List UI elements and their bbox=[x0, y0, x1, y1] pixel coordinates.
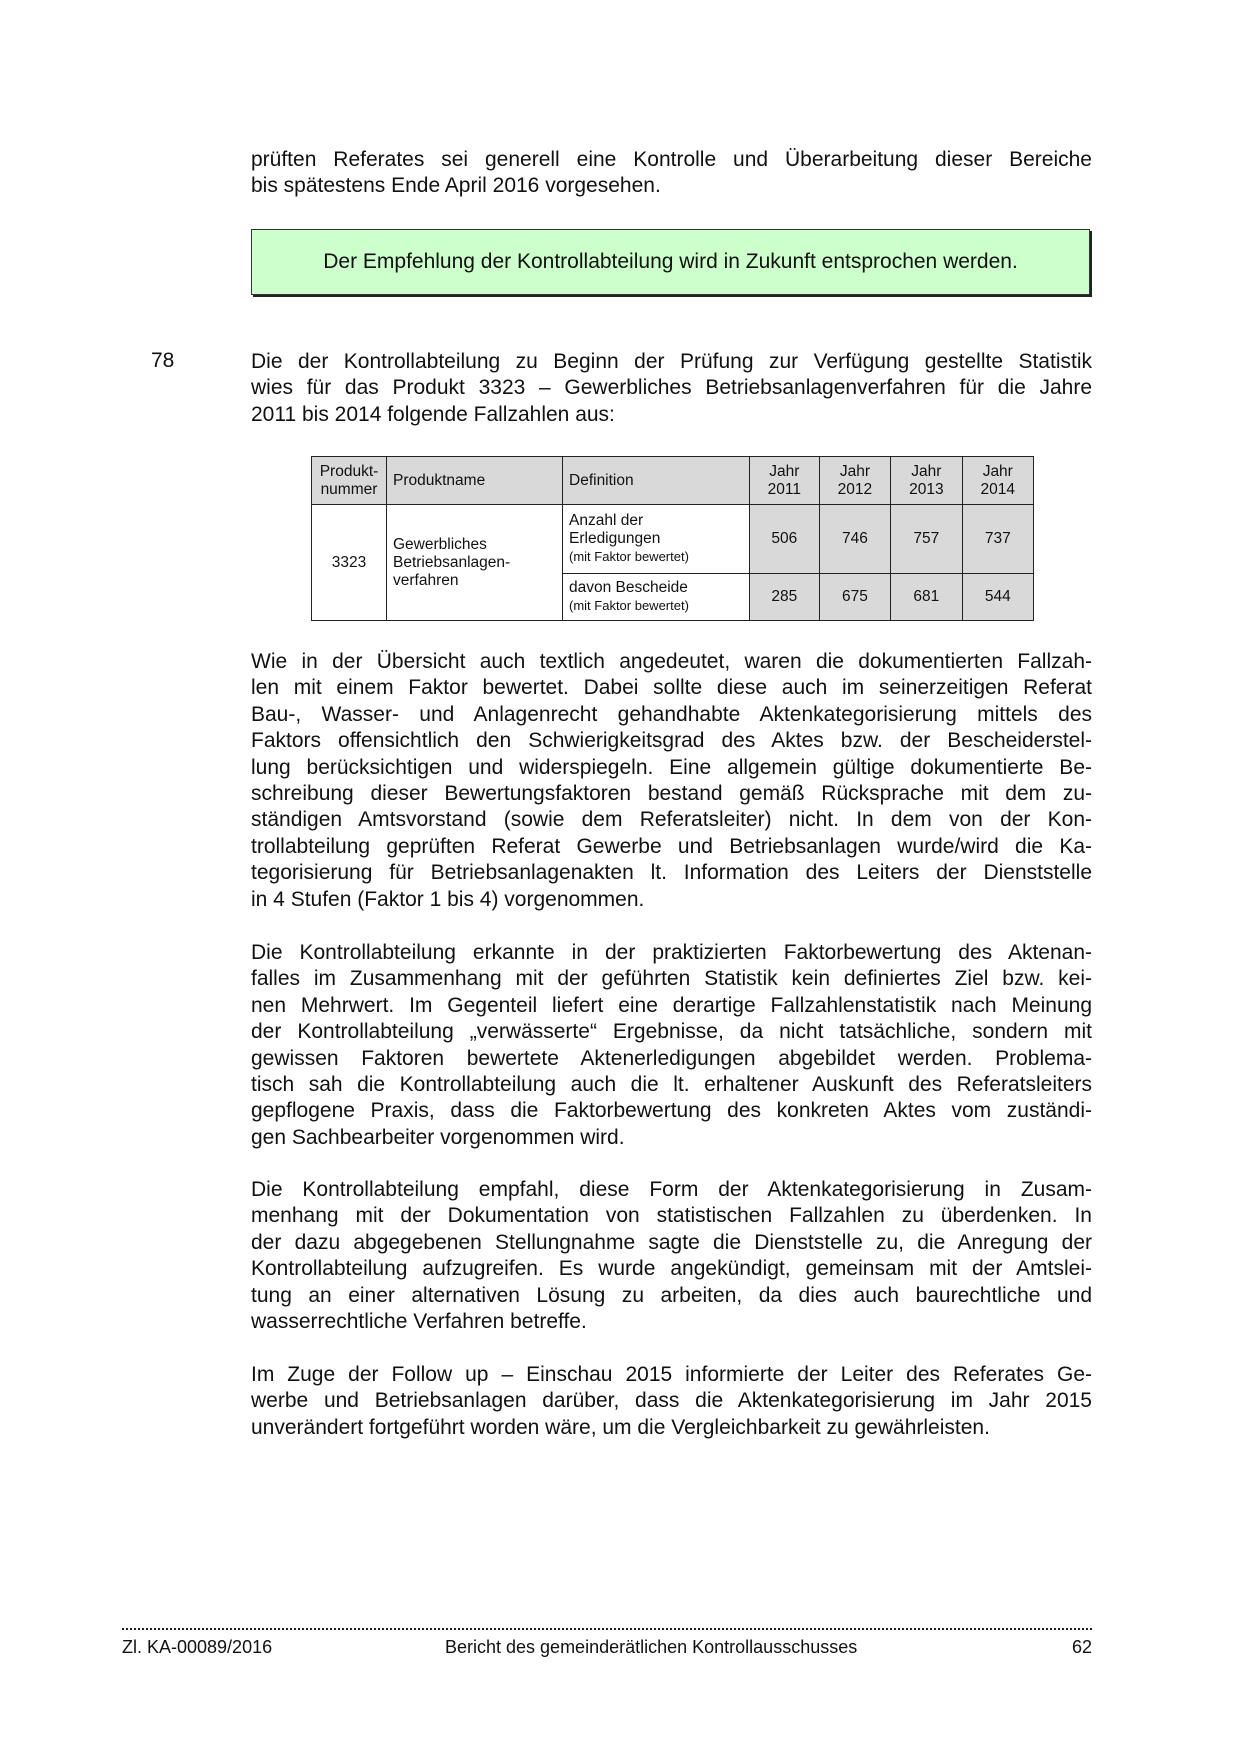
paragraph-intro bbox=[251, 147, 1092, 200]
definition-text: davon Bescheide bbox=[569, 579, 688, 596]
value-cell: 506 bbox=[750, 505, 820, 574]
text-line: Die Kontrollabteilung empfahl, diese Form der Aktenkategorisierung in Zusam- bbox=[251, 1178, 1092, 1201]
text-line: gepflogene Praxis, dass die Faktorbewertung des konkreten Aktes vom zuständi- bbox=[251, 1099, 1092, 1123]
text-line: unverändert fortgeführt worden wäre, um die Vergleichbarkeit zu gewährleisten. bbox=[251, 1415, 990, 1439]
text-line: gewissen Faktoren bewertete Aktenerledigungen abgebildet werden. Problema- bbox=[251, 1046, 1092, 1070]
text-line: trollabteilung geprüften Referat Gewerbe und Betriebsanlagen wurde/wird die Ka- bbox=[251, 834, 1092, 858]
text-line: bis spätestens Ende April 2016 vorgesehen. bbox=[251, 174, 661, 198]
statistics-table bbox=[311, 456, 1034, 621]
text-line: gen Sachbearbeiter vorgenommen wird. bbox=[251, 1125, 625, 1149]
text-line: wasserrechtliche Verfahren betreffe. bbox=[251, 1309, 587, 1333]
text-line: Die Kontrollabteilung erkannte in der praktizierten Faktorbewertung des Aktenan- bbox=[251, 941, 1092, 964]
text-line: menhang mit der Dokumentation von statistischen Fallzahlen zu überdenken. In bbox=[251, 1204, 1092, 1228]
value-cell: 757 bbox=[891, 505, 962, 574]
table-row bbox=[312, 505, 1034, 574]
header-definition: Definition bbox=[563, 457, 750, 505]
header-produktnummer: Produkt- nummer bbox=[312, 457, 387, 505]
text-line: falles im Zusammenhang mit der geführten Statistik kein definiertes Ziel bzw. kei- bbox=[251, 967, 1092, 991]
text-line: Bau-, Wasser- und Anlagenrecht gehandhabte Aktenkategorisierung mittels des bbox=[251, 702, 1092, 726]
recommendation-text: Der Empfehlung der Kontrollabteilung wird in Zukunft entsprochen werden. bbox=[323, 250, 1018, 273]
product-number: 3323 bbox=[312, 505, 387, 621]
text-line: nen Mehrwert. Im Gegenteil liefert eine derartige Fallzahlenstatistik nach Meinung bbox=[251, 993, 1092, 1017]
text-line: Wie in der Übersicht auch textlich angedeutet, waren die dokumentierten Fallzah- bbox=[251, 650, 1092, 673]
text-line: Im Zuge der Follow up – Einschau 2015 informierte der Leiter des Referates Ge- bbox=[251, 1363, 1092, 1386]
header-year: Jahr 2014 bbox=[962, 457, 1033, 505]
text-line: tung an einer alternativen Lösung zu arbeiten, da dies auch baurechtliche und bbox=[251, 1283, 1092, 1307]
value-cell: 737 bbox=[962, 505, 1033, 574]
text-line: tegorisierung für Betriebsanlagenakten lt. Information des Leiters der Dienststelle bbox=[251, 861, 1092, 885]
text-line: Kontrollabteilung aufzugreifen. Es wurde angekündigt, gemeinsam mit der Amtslei- bbox=[251, 1257, 1092, 1281]
footer-reference: Zl. KA-00089/2016 bbox=[122, 1637, 273, 1657]
page-number: 62 bbox=[1071, 1637, 1092, 1657]
paragraph-b bbox=[251, 940, 1092, 1151]
text-line: ständigen Amtsvorstand (sowie dem Referatsleiter) nicht. In dem von der Kon- bbox=[251, 808, 1092, 832]
section-number: 78 bbox=[151, 349, 175, 372]
value-cell: 746 bbox=[819, 505, 890, 574]
header-year: Jahr 2013 bbox=[891, 457, 962, 505]
value-cell: 675 bbox=[819, 574, 890, 621]
paragraph-78 bbox=[251, 349, 1092, 428]
value-cell: 681 bbox=[891, 574, 962, 621]
product-name: Gewerbliches Betriebsanlagen- verfahren bbox=[387, 505, 563, 621]
header-produktname: Produktname bbox=[387, 457, 563, 505]
header-year: Jahr 2011 bbox=[750, 457, 820, 505]
recommendation-box bbox=[251, 229, 1090, 295]
paragraph-d bbox=[251, 1362, 1092, 1441]
text-line: Die der Kontrollabteilung zu Beginn der Prüfung zur Verfügung gestellte Statistik bbox=[251, 350, 1092, 373]
table-header-row bbox=[312, 457, 1034, 505]
text-line: werbe und Betriebsanlagen darüber, dass die Aktenkategorisierung im Jahr 2015 bbox=[251, 1389, 1092, 1413]
text-line: len mit einem Faktor bewertet. Dabei sollte diese auch im seinerzeitigen Referat bbox=[251, 676, 1092, 700]
text-line: in 4 Stufen (Faktor 1 bis 4) vorgenommen. bbox=[251, 887, 645, 911]
text-line: prüften Referates sei generell eine Kontrolle und Überarbeitung dieser Bereiche bbox=[251, 148, 1092, 171]
text-line: 2011 bis 2014 folgende Fallzahlen aus: bbox=[251, 402, 615, 426]
header-year: Jahr 2012 bbox=[819, 457, 890, 505]
footer-title: Bericht des gemeinderätlichen Kontrollausschusses bbox=[445, 1637, 858, 1657]
text-line: lung berücksichtigen und widerspiegeln. Eine allgemein gültige dokumentierte Be- bbox=[251, 755, 1092, 779]
definition-cell bbox=[563, 574, 750, 621]
value-cell: 544 bbox=[962, 574, 1033, 621]
text-line: der Kontrollabteilung „verwässerte“ Ergebnisse, da nicht tatsächliche, sondern mit bbox=[251, 1020, 1092, 1044]
definition-text: Anzahl der Erledigungen bbox=[569, 512, 661, 547]
text-line: tisch sah die Kontrollabteilung auch die lt. erhaltener Auskunft des Referatsleiters bbox=[251, 1072, 1092, 1096]
paragraph-c bbox=[251, 1177, 1092, 1335]
text-line: wies für das Produkt 3323 – Gewerbliches Betriebsanlagenverfahren für die Jahre bbox=[251, 376, 1092, 400]
definition-note: (mit Faktor bewertet) bbox=[569, 549, 689, 564]
text-line: Faktors offensichtlich den Schwierigkeitsgrad des Aktes bzw. der Bescheiderstel- bbox=[251, 729, 1092, 753]
footer-divider bbox=[122, 1628, 1092, 1630]
value-cell: 285 bbox=[750, 574, 820, 621]
text-line: der dazu abgegebenen Stellungnahme sagte die Dienststelle zu, die Anregung der bbox=[251, 1230, 1092, 1254]
definition-cell bbox=[563, 505, 750, 574]
paragraph-a bbox=[251, 649, 1092, 913]
definition-note: (mit Faktor bewertet) bbox=[569, 598, 689, 613]
text-line: schreibung dieser Bewertungsfaktoren bestand gemäß Rücksprache mit dem zu- bbox=[251, 781, 1092, 805]
